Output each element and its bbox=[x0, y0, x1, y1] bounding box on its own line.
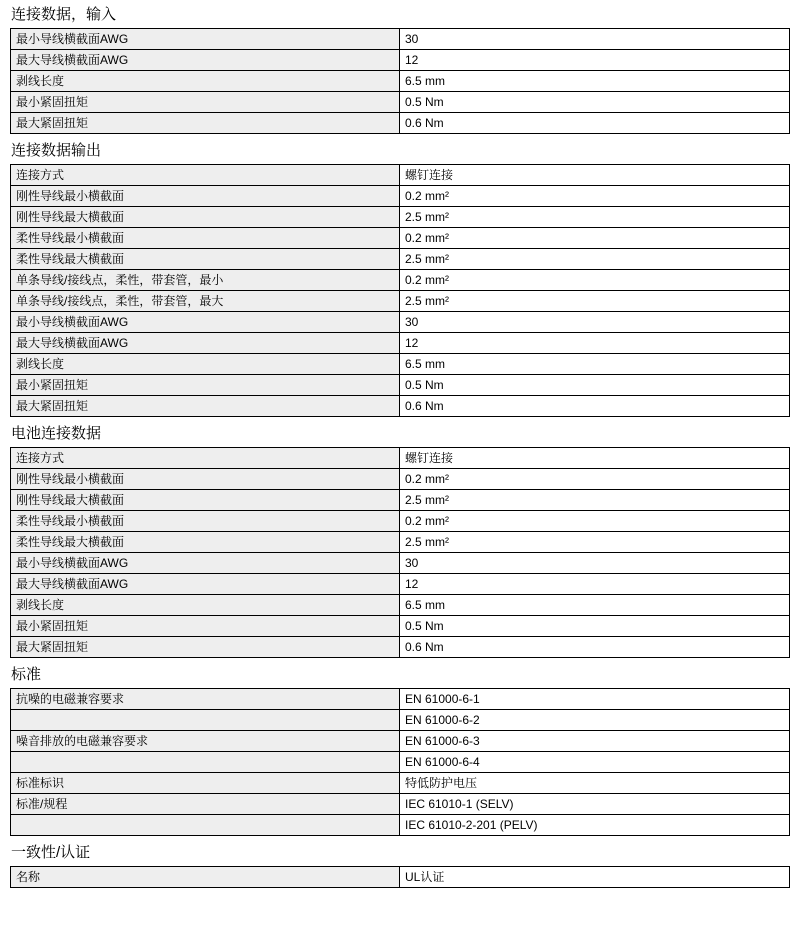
row-value: EN 61000-6-2 bbox=[400, 710, 790, 731]
row-label: 标准标识 bbox=[11, 773, 400, 794]
table-row bbox=[11, 375, 790, 396]
table-row bbox=[11, 50, 790, 71]
row-value: 0.2 mm² bbox=[400, 228, 790, 249]
spec-document bbox=[0, 5, 800, 888]
table-row bbox=[11, 689, 790, 710]
row-label: 柔性导线最大横截面 bbox=[11, 249, 400, 270]
table-row bbox=[11, 616, 790, 637]
row-label: 最大导线横截面AWG bbox=[11, 50, 400, 71]
row-label: 连接方式 bbox=[11, 448, 400, 469]
section-title: 连接数据输出 bbox=[11, 142, 102, 159]
row-label: 柔性导线最小横截面 bbox=[11, 511, 400, 532]
row-value: 0.5 Nm bbox=[400, 92, 790, 113]
table-row bbox=[11, 511, 790, 532]
row-value: 0.2 mm² bbox=[400, 469, 790, 490]
row-label: 最大紧固扭矩 bbox=[11, 396, 400, 417]
table-row bbox=[11, 165, 790, 186]
row-label bbox=[11, 710, 400, 731]
table-row bbox=[11, 249, 790, 270]
table-row bbox=[11, 113, 790, 134]
row-label: 名称 bbox=[11, 867, 400, 888]
row-value: 特低防护电压 bbox=[400, 773, 790, 794]
table-row bbox=[11, 490, 790, 511]
table-row bbox=[11, 354, 790, 375]
row-value: 0.5 Nm bbox=[400, 616, 790, 637]
row-value: 0.2 mm² bbox=[400, 511, 790, 532]
row-value: 0.6 Nm bbox=[400, 637, 790, 658]
table-row bbox=[11, 186, 790, 207]
table-row bbox=[11, 207, 790, 228]
spec-table bbox=[10, 447, 790, 658]
table-row bbox=[11, 29, 790, 50]
row-label: 刚性导线最小横截面 bbox=[11, 469, 400, 490]
row-value: 螺钉连接 bbox=[400, 165, 790, 186]
table-row bbox=[11, 731, 790, 752]
row-value: 0.2 mm² bbox=[400, 186, 790, 207]
row-value: UL认证 bbox=[400, 867, 790, 888]
row-label bbox=[11, 815, 400, 836]
table-row bbox=[11, 553, 790, 574]
row-value: 0.2 mm² bbox=[400, 270, 790, 291]
spec-table bbox=[10, 164, 790, 417]
table-row bbox=[11, 71, 790, 92]
row-value: 6.5 mm bbox=[400, 354, 790, 375]
row-label: 标准/规程 bbox=[11, 794, 400, 815]
row-label: 噪音排放的电磁兼容要求 bbox=[11, 731, 400, 752]
row-label: 最小紧固扭矩 bbox=[11, 92, 400, 113]
spec-table bbox=[10, 28, 790, 134]
table-row bbox=[11, 333, 790, 354]
table-row bbox=[11, 867, 790, 888]
table-row bbox=[11, 92, 790, 113]
spec-table bbox=[10, 866, 790, 888]
row-value: 30 bbox=[400, 29, 790, 50]
row-value: IEC 61010-1 (SELV) bbox=[400, 794, 790, 815]
row-value: 0.5 Nm bbox=[400, 375, 790, 396]
row-label: 最小导线横截面AWG bbox=[11, 553, 400, 574]
row-value: 12 bbox=[400, 333, 790, 354]
row-label: 最大紧固扭矩 bbox=[11, 113, 400, 134]
table-row bbox=[11, 228, 790, 249]
row-label: 柔性导线最小横截面 bbox=[11, 228, 400, 249]
row-value: EN 61000-6-1 bbox=[400, 689, 790, 710]
row-value: 12 bbox=[400, 50, 790, 71]
table-row bbox=[11, 532, 790, 553]
row-label: 单条导线/接线点，柔性，带套管，最大 bbox=[11, 291, 400, 312]
row-label: 柔性导线最大横截面 bbox=[11, 532, 400, 553]
row-label: 最大导线横截面AWG bbox=[11, 333, 400, 354]
row-label: 抗噪的电磁兼容要求 bbox=[11, 689, 400, 710]
row-value: 30 bbox=[400, 553, 790, 574]
row-label: 刚性导线最小横截面 bbox=[11, 186, 400, 207]
row-value: 2.5 mm² bbox=[400, 291, 790, 312]
row-value: 2.5 mm² bbox=[400, 207, 790, 228]
table-row bbox=[11, 448, 790, 469]
row-value: 螺钉连接 bbox=[400, 448, 790, 469]
table-row bbox=[11, 794, 790, 815]
row-value: EN 61000-6-3 bbox=[400, 731, 790, 752]
row-value: 0.6 Nm bbox=[400, 396, 790, 417]
section-title: 电池连接数据 bbox=[11, 425, 102, 442]
row-label: 刚性导线最大横截面 bbox=[11, 207, 400, 228]
table-row bbox=[11, 312, 790, 333]
table-row bbox=[11, 815, 790, 836]
table-row bbox=[11, 574, 790, 595]
table-row bbox=[11, 637, 790, 658]
section-title: 连接数据，输入 bbox=[11, 6, 117, 23]
row-value: IEC 61010-2-201 (PELV) bbox=[400, 815, 790, 836]
row-value: 2.5 mm² bbox=[400, 490, 790, 511]
row-label: 剥线长度 bbox=[11, 595, 400, 616]
section-title: 一致性/认证 bbox=[11, 844, 91, 861]
row-label: 剥线长度 bbox=[11, 354, 400, 375]
table-row bbox=[11, 773, 790, 794]
row-label: 最小紧固扭矩 bbox=[11, 375, 400, 396]
table-row bbox=[11, 270, 790, 291]
row-label: 最小紧固扭矩 bbox=[11, 616, 400, 637]
row-value: 6.5 mm bbox=[400, 595, 790, 616]
section-title: 标准 bbox=[11, 666, 42, 683]
table-row bbox=[11, 396, 790, 417]
table-row bbox=[11, 291, 790, 312]
row-label: 最大紧固扭矩 bbox=[11, 637, 400, 658]
row-label: 单条导线/接线点，柔性，带套管，最小 bbox=[11, 270, 400, 291]
spec-table bbox=[10, 688, 790, 836]
row-value: 6.5 mm bbox=[400, 71, 790, 92]
row-value: 12 bbox=[400, 574, 790, 595]
row-value: 30 bbox=[400, 312, 790, 333]
row-label: 连接方式 bbox=[11, 165, 400, 186]
table-row bbox=[11, 710, 790, 731]
row-value: EN 61000-6-4 bbox=[400, 752, 790, 773]
row-label: 最大导线横截面AWG bbox=[11, 574, 400, 595]
row-label bbox=[11, 752, 400, 773]
row-label: 刚性导线最大横截面 bbox=[11, 490, 400, 511]
row-label: 剥线长度 bbox=[11, 71, 400, 92]
table-row bbox=[11, 752, 790, 773]
table-row bbox=[11, 469, 790, 490]
row-label: 最小导线横截面AWG bbox=[11, 29, 400, 50]
row-label: 最小导线横截面AWG bbox=[11, 312, 400, 333]
table-row bbox=[11, 595, 790, 616]
row-value: 2.5 mm² bbox=[400, 532, 790, 553]
row-value: 0.6 Nm bbox=[400, 113, 790, 134]
row-value: 2.5 mm² bbox=[400, 249, 790, 270]
